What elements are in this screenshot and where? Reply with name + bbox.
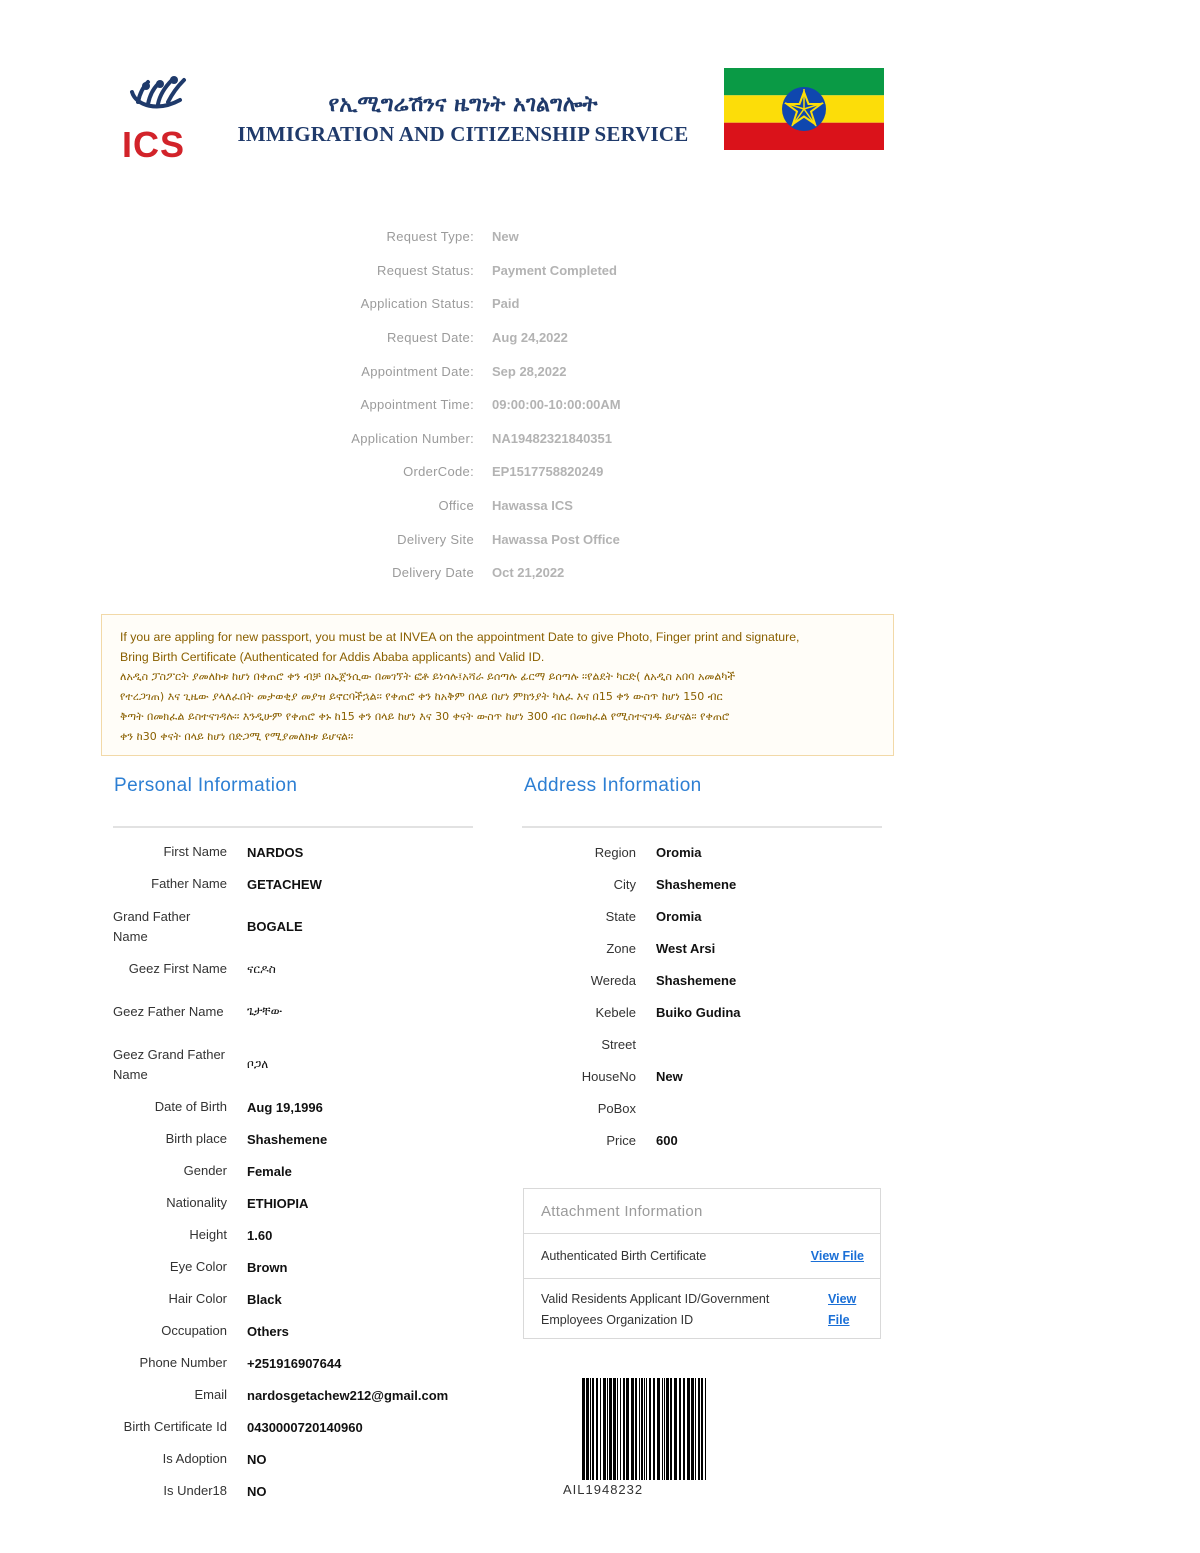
request-row-date — [300, 321, 800, 355]
hair-color-label: Hair Color — [168, 1291, 227, 1306]
address-divider — [522, 826, 882, 828]
barcode-bar — [586, 1378, 589, 1480]
occupation-value: Others — [247, 1323, 289, 1339]
request-type-value: New — [492, 229, 519, 245]
delivery-date-value: Oct 21,2022 — [492, 565, 565, 581]
geez-grand-father-name-label: Geez Grand Father Name — [113, 1046, 225, 1082]
address-row — [522, 1060, 882, 1092]
request-row-type — [300, 220, 800, 254]
gender-value: Female — [247, 1163, 292, 1179]
barcode-bar — [635, 1378, 637, 1480]
personal-row — [113, 1091, 473, 1123]
attachment-row — [524, 1234, 880, 1279]
is-under18-value: NO — [247, 1483, 267, 1499]
eye-color-label: Eye Color — [169, 1259, 227, 1274]
barcode-bar — [592, 1378, 594, 1480]
birth-certificate-id-label: Birth Certificate Id — [123, 1419, 227, 1434]
birth-place-label: Birth place — [165, 1131, 227, 1146]
city-value: Shashemene — [656, 876, 737, 892]
application-number-value: NA19482321840351 — [492, 430, 612, 446]
barcode-bar — [600, 1378, 601, 1480]
barcode-text: AIL1948232 — [563, 1482, 644, 1497]
notice-line: Bring Birth Certificate (Authenticated for Addis Ababa applicants) and Valid ID. — [120, 650, 545, 664]
kebele-label: Kebele — [595, 1004, 636, 1020]
request-status-value: Payment Completed — [492, 262, 617, 278]
barcode-image — [580, 1378, 708, 1480]
attachment-description: Authenticated Birth Certificate — [541, 1248, 707, 1263]
email-value: nardosgetachew212@gmail.com — [247, 1387, 449, 1403]
personal-row — [113, 1219, 473, 1251]
personal-row — [113, 836, 473, 868]
address-row — [522, 836, 882, 868]
barcode-bar — [603, 1378, 606, 1480]
request-row-application-number — [300, 422, 800, 456]
address-row — [522, 964, 882, 996]
geez-father-name-label: Geez Father Name — [113, 1003, 224, 1019]
height-label: Height — [189, 1227, 227, 1242]
personal-row — [113, 900, 473, 953]
street-label: Street — [601, 1036, 636, 1052]
appointment-date-value: Sep 28,2022 — [492, 363, 567, 379]
barcode-bar — [607, 1378, 608, 1480]
address-row — [522, 1028, 882, 1060]
request-row-order-code — [300, 455, 800, 489]
application-status-label: Application Status: — [360, 296, 474, 312]
barcode-bar — [620, 1378, 621, 1480]
address-row — [522, 996, 882, 1028]
geez-grand-father-name-value: ቦጋለ — [247, 1057, 269, 1071]
personal-row — [113, 1251, 473, 1283]
attachment-description: Valid Residents Applicant ID/Government Employees Organization ID — [541, 1291, 770, 1327]
state-label: State — [605, 908, 636, 924]
request-row-appointment-time — [300, 388, 800, 422]
request-date-value: Aug 24,2022 — [492, 330, 568, 346]
region-label: Region — [594, 844, 636, 860]
notice-line-amharic: ለአዲስ ፓስፖርት ያመለከቱ ከሆነ በቀጠሮ ቀን ብቻ በኤጀንሲው በመገኘት ፎቶ ይነሳሉ፤አሻራ ይሰጣሉ ፊርማ ይሰጣሉ ፡፡የልደት ካርድ( ለአዲስ አበባ አመልካች — [120, 670, 736, 683]
city-label: City — [613, 876, 636, 892]
request-type-label: Request Type: — [386, 229, 474, 245]
barcode-bar — [698, 1378, 700, 1480]
personal-row — [113, 1347, 473, 1379]
personal-row — [113, 1187, 473, 1219]
nationality-label: Nationality — [166, 1195, 227, 1210]
state-value: Oromia — [656, 908, 702, 924]
office-value: Hawassa ICS — [492, 498, 573, 514]
personal-divider — [113, 826, 473, 828]
barcode-bar — [695, 1378, 696, 1480]
barcode-bar — [623, 1378, 625, 1480]
first-name-label: First Name — [163, 844, 227, 859]
date-of-birth-label: Date of Birth — [154, 1099, 227, 1114]
personal-information — [113, 836, 473, 1507]
barcode-bar — [683, 1378, 685, 1480]
ethiopia-flag-icon — [724, 68, 884, 150]
appointment-notice — [101, 614, 894, 756]
birth-certificate-id-value: 0430000720140960 — [247, 1419, 363, 1435]
personal-information-title: Personal Information — [114, 775, 298, 796]
attachment-title: Attachment Information — [524, 1189, 880, 1234]
personal-row — [113, 1443, 473, 1475]
header — [108, 62, 888, 165]
personal-row — [113, 1155, 473, 1187]
personal-row — [113, 1283, 473, 1315]
barcode-bar — [596, 1378, 598, 1480]
barcode-bar — [666, 1378, 669, 1480]
barcode-bar — [687, 1378, 690, 1480]
house-no-label: HouseNo — [581, 1068, 636, 1084]
grand-father-name-label: Grand Father Name — [113, 908, 191, 944]
barcode-bar — [626, 1378, 629, 1480]
barcode-bar — [691, 1378, 694, 1480]
address-row — [522, 1124, 882, 1156]
geez-first-name-value: ናርዶስ — [247, 961, 276, 976]
application-status-value: Paid — [492, 296, 520, 312]
address-information — [522, 836, 882, 1156]
father-name-label: Father Name — [151, 876, 227, 891]
agency-title-amharic: የኢሚግሬሽንና ዜግነት አገልግሎት — [328, 92, 598, 117]
barcode-bar — [664, 1378, 665, 1480]
request-status-label: Request Status: — [377, 262, 474, 278]
personal-row — [113, 1411, 473, 1443]
barcode-bar — [657, 1378, 660, 1480]
request-row-status — [300, 254, 800, 288]
order-code-label: OrderCode: — [403, 464, 474, 480]
barcode-bar — [649, 1378, 651, 1480]
view-file-link[interactable]: View File — [828, 1291, 857, 1327]
birth-place-value: Shashemene — [247, 1131, 328, 1147]
barcode-bar — [646, 1378, 647, 1480]
barcode-bar — [674, 1378, 677, 1480]
personal-row — [113, 1379, 473, 1411]
barcode-bar — [705, 1378, 706, 1480]
notice-line: If you are appling for new passport, you must be at INVEA on the appointment Date to give Photo, Finger print and signature, — [120, 630, 800, 644]
wereda-value: Shashemene — [656, 972, 737, 988]
barcode-bar — [613, 1378, 616, 1480]
po-box-label: PoBox — [597, 1100, 636, 1116]
address-row — [522, 900, 882, 932]
gender-label: Gender — [183, 1163, 227, 1178]
date-of-birth-value: Aug 19,1996 — [247, 1099, 323, 1115]
is-under18-label: Is Under18 — [163, 1483, 227, 1498]
personal-row — [113, 1315, 473, 1347]
email-label: Email — [194, 1387, 227, 1402]
address-row — [522, 932, 882, 964]
office-label: Office — [438, 498, 474, 514]
is-adoption-label: Is Adoption — [162, 1451, 227, 1466]
nationality-value: ETHIOPIA — [247, 1195, 309, 1211]
ics-logo — [108, 62, 208, 165]
request-row-office — [300, 489, 800, 523]
hair-color-value: Black — [247, 1291, 282, 1307]
agency-title-english: IMMIGRATION AND CITIZENSHIP SERVICE — [237, 122, 689, 146]
barcode-bar — [701, 1378, 703, 1480]
grand-father-name-value: BOGALE — [247, 919, 303, 934]
first-name-value: NARDOS — [247, 844, 304, 860]
is-adoption-value: NO — [247, 1451, 267, 1467]
notice-line-amharic: ቀን ከ30 ቀናት በላይ ከሆነ በድጋሚ የሚያመለክቱ ይሆናል፡፡ — [120, 730, 354, 743]
delivery-date-label: Delivery Date — [392, 565, 474, 581]
request-row-appointment-date — [300, 354, 800, 388]
view-file-link[interactable]: View File — [810, 1249, 864, 1263]
request-date-label: Request Date: — [386, 330, 474, 346]
barcode-bar — [631, 1378, 634, 1480]
zone-label: Zone — [606, 940, 636, 956]
order-code-value: EP1517758820249 — [492, 464, 604, 480]
phone-number-value: +251916907644 — [247, 1355, 342, 1371]
notice-line-amharic: ቅጣት በመክፈል ይስተናገዳሉ፡፡ እንዲሁም የቀጠሮ ቀኑ ከ15 ቀን በላይ ከሆነ እና 30 ቀናት ውስጥ ከሆነ 300 ብር በመክፈል የሚስተናገዱ ይሆናል፡፡ የቀጠሮ — [120, 710, 730, 723]
appointment-time-value: 09:00:00-10:00:00AM — [492, 397, 621, 413]
personal-row — [113, 1123, 473, 1155]
wereda-label: Wereda — [590, 972, 636, 988]
barcode-bar — [644, 1378, 645, 1480]
delivery-site-label: Delivery Site — [397, 531, 474, 547]
price-value: 600 — [656, 1132, 678, 1148]
personal-row — [113, 953, 473, 985]
barcode-bar — [639, 1378, 640, 1480]
region-value: Oromia — [656, 844, 702, 860]
request-summary — [300, 220, 800, 590]
address-row — [522, 1092, 882, 1124]
barcode-bar — [617, 1378, 618, 1480]
personal-row — [113, 1475, 473, 1507]
address-row — [522, 868, 882, 900]
barcode-bar — [662, 1378, 663, 1480]
father-name-value: GETACHEW — [247, 876, 322, 892]
attachment-row — [524, 1279, 880, 1340]
barcode-bar — [609, 1378, 612, 1480]
appointment-time-label: Appointment Time: — [360, 397, 474, 413]
price-label: Price — [606, 1132, 636, 1148]
barcode-bar — [679, 1378, 681, 1480]
eye-color-value: Brown — [247, 1259, 288, 1275]
barcode-bar — [582, 1378, 585, 1480]
barcode-bar — [590, 1378, 591, 1480]
appointment-date-label: Appointment Date: — [361, 363, 474, 379]
zone-value: West Arsi — [656, 940, 716, 956]
barcode-bar — [670, 1378, 672, 1480]
geez-first-name-label: Geez First Name — [128, 961, 227, 976]
personal-row — [113, 985, 473, 1038]
personal-row — [113, 868, 473, 900]
barcode-bar — [641, 1378, 643, 1480]
barcode-bar — [653, 1378, 655, 1480]
address-information-title: Address Information — [524, 775, 702, 796]
personal-row — [113, 1038, 473, 1091]
application-number-label: Application Number: — [351, 430, 474, 446]
notice-line-amharic: የተረጋገጠ) እና ጊዜው ያላለፈበት መታወቂያ መያዝ ይኖርባችኋል፡፡ የቀጠሮ ቀን ከአቅም በላይ በሆነ ምክንያት ካለፈ እና በ15 ቀን ውስጥ ከሆነ 150 ብር — [120, 690, 723, 703]
phone-number-label: Phone Number — [139, 1355, 227, 1370]
barcode — [580, 1378, 708, 1480]
attachment-information — [523, 1188, 881, 1339]
delivery-site-value: Hawassa Post Office — [492, 531, 620, 547]
geez-father-name-value: ጌታቸው — [247, 1004, 283, 1018]
request-row-delivery-date — [300, 556, 800, 590]
occupation-label: Occupation — [161, 1323, 227, 1338]
house-no-value: New — [656, 1068, 683, 1084]
logo-text: ICS — [122, 124, 186, 165]
request-row-application-status — [300, 287, 800, 321]
kebele-value: Buiko Gudina — [656, 1004, 741, 1020]
request-row-delivery-site — [300, 522, 800, 556]
height-value: 1.60 — [247, 1227, 273, 1243]
